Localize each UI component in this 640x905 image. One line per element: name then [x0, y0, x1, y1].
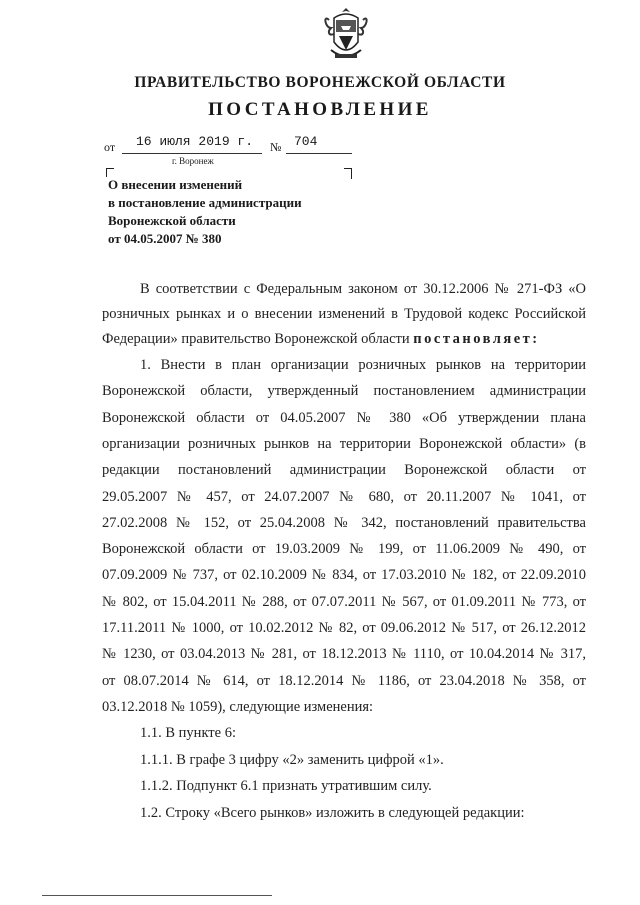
- date-field: [122, 134, 262, 154]
- page-divider: [42, 895, 272, 896]
- government-name: ПРАВИТЕЛЬСТВО ВОРОНЕЖСКОЙ ОБЛАСТИ: [134, 74, 506, 91]
- item1-line: № 802, от 15.04.2011 № 288, от 07.07.2011 № 567, от 01.09.2011 № 773, от: [102, 594, 586, 610]
- coat-of-arms-emblem: [321, 6, 371, 64]
- preamble-text: Федерации» правительство Воронежской области: [102, 331, 410, 347]
- subject-line: Воронежской области: [108, 213, 236, 228]
- item1-line: Воронежской области, утвержденный постановлением администрации: [102, 383, 586, 399]
- item1-line: 07.09.2009 № 737, от 02.10.2009 № 834, от 17.03.2010 № 182, от 22.09.2010: [102, 567, 586, 583]
- subject-line: О внесении изменений: [108, 177, 243, 192]
- item1-line: 17.11.2011 № 1000, от 10.02.2012 № 82, от 09.06.2012 № 517, от 26.12.2012: [102, 620, 586, 636]
- item1-line: 03.12.2018 № 1059), следующие изменения:: [102, 699, 374, 715]
- subitem-line: 1.1.1. В графе 3 цифру «2» заменить цифрой «1».: [140, 752, 444, 768]
- preamble-line: В соответствии с Федеральным законом от 30.12.2006 № 271-ФЗ «О: [140, 281, 586, 297]
- subitem-line: 1.2. Строку «Всего рынков» изложить в следующей редакции:: [140, 805, 525, 821]
- item1-line: 29.05.2007 № 457, от 24.07.2007 № 680, от 20.11.2007 № 1041, от: [102, 489, 586, 505]
- document-number: 704: [294, 134, 318, 149]
- number-field: [286, 134, 352, 154]
- item1-line: № 1230, от 03.04.2013 № 281, от 18.12.2013 № 1110, от 10.04.2014 № 317,: [102, 646, 586, 662]
- item1-line: организации розничных рынков на территории Воронежской области» (в: [102, 436, 586, 452]
- item1-line: 27.02.2008 № 152, от 25.04.2008 № 342, постановлений правительства: [102, 515, 586, 531]
- from-label: от: [104, 140, 116, 154]
- document-date: 16 июля 2019 г.: [136, 134, 254, 149]
- subitem-line: 1.1.2. Подпункт 6.1 признать утратившим силу.: [140, 778, 432, 794]
- item1-line: Воронежской области от 04.05.2007 № 380 «Об утверждении плана: [102, 410, 586, 426]
- subject-corner-right: [344, 168, 352, 179]
- city: г. Воронеж: [172, 156, 214, 166]
- number-label: №: [270, 140, 282, 154]
- resolves-word: постановляет:: [413, 331, 540, 347]
- preamble-line: [102, 331, 540, 348]
- item1-line: Воронежской области от 19.03.2009 № 199, от 11.06.2009 № 490, от: [102, 541, 586, 557]
- subject-line: в постановление администрации: [108, 195, 302, 210]
- item1-line: от 08.07.2014 № 614, от 18.12.2014 № 1186, от 23.04.2018 № 358, от: [102, 673, 586, 689]
- preamble-line: розничных рынках и о внесении изменений в Трудовой кодекс Российской: [102, 306, 586, 322]
- subject-line: от 04.05.2007 № 380: [108, 231, 222, 246]
- document-type-title: ПОСТАНОВЛЕНИЕ: [208, 99, 432, 120]
- subject-block: [108, 176, 302, 248]
- item1-line: 1. Внести в план организации розничных рынков на территории: [140, 357, 586, 373]
- item1-line: редакции постановлений администрации Воронежской области от: [102, 462, 586, 478]
- subitem-line: 1.1. В пункте 6:: [140, 725, 236, 741]
